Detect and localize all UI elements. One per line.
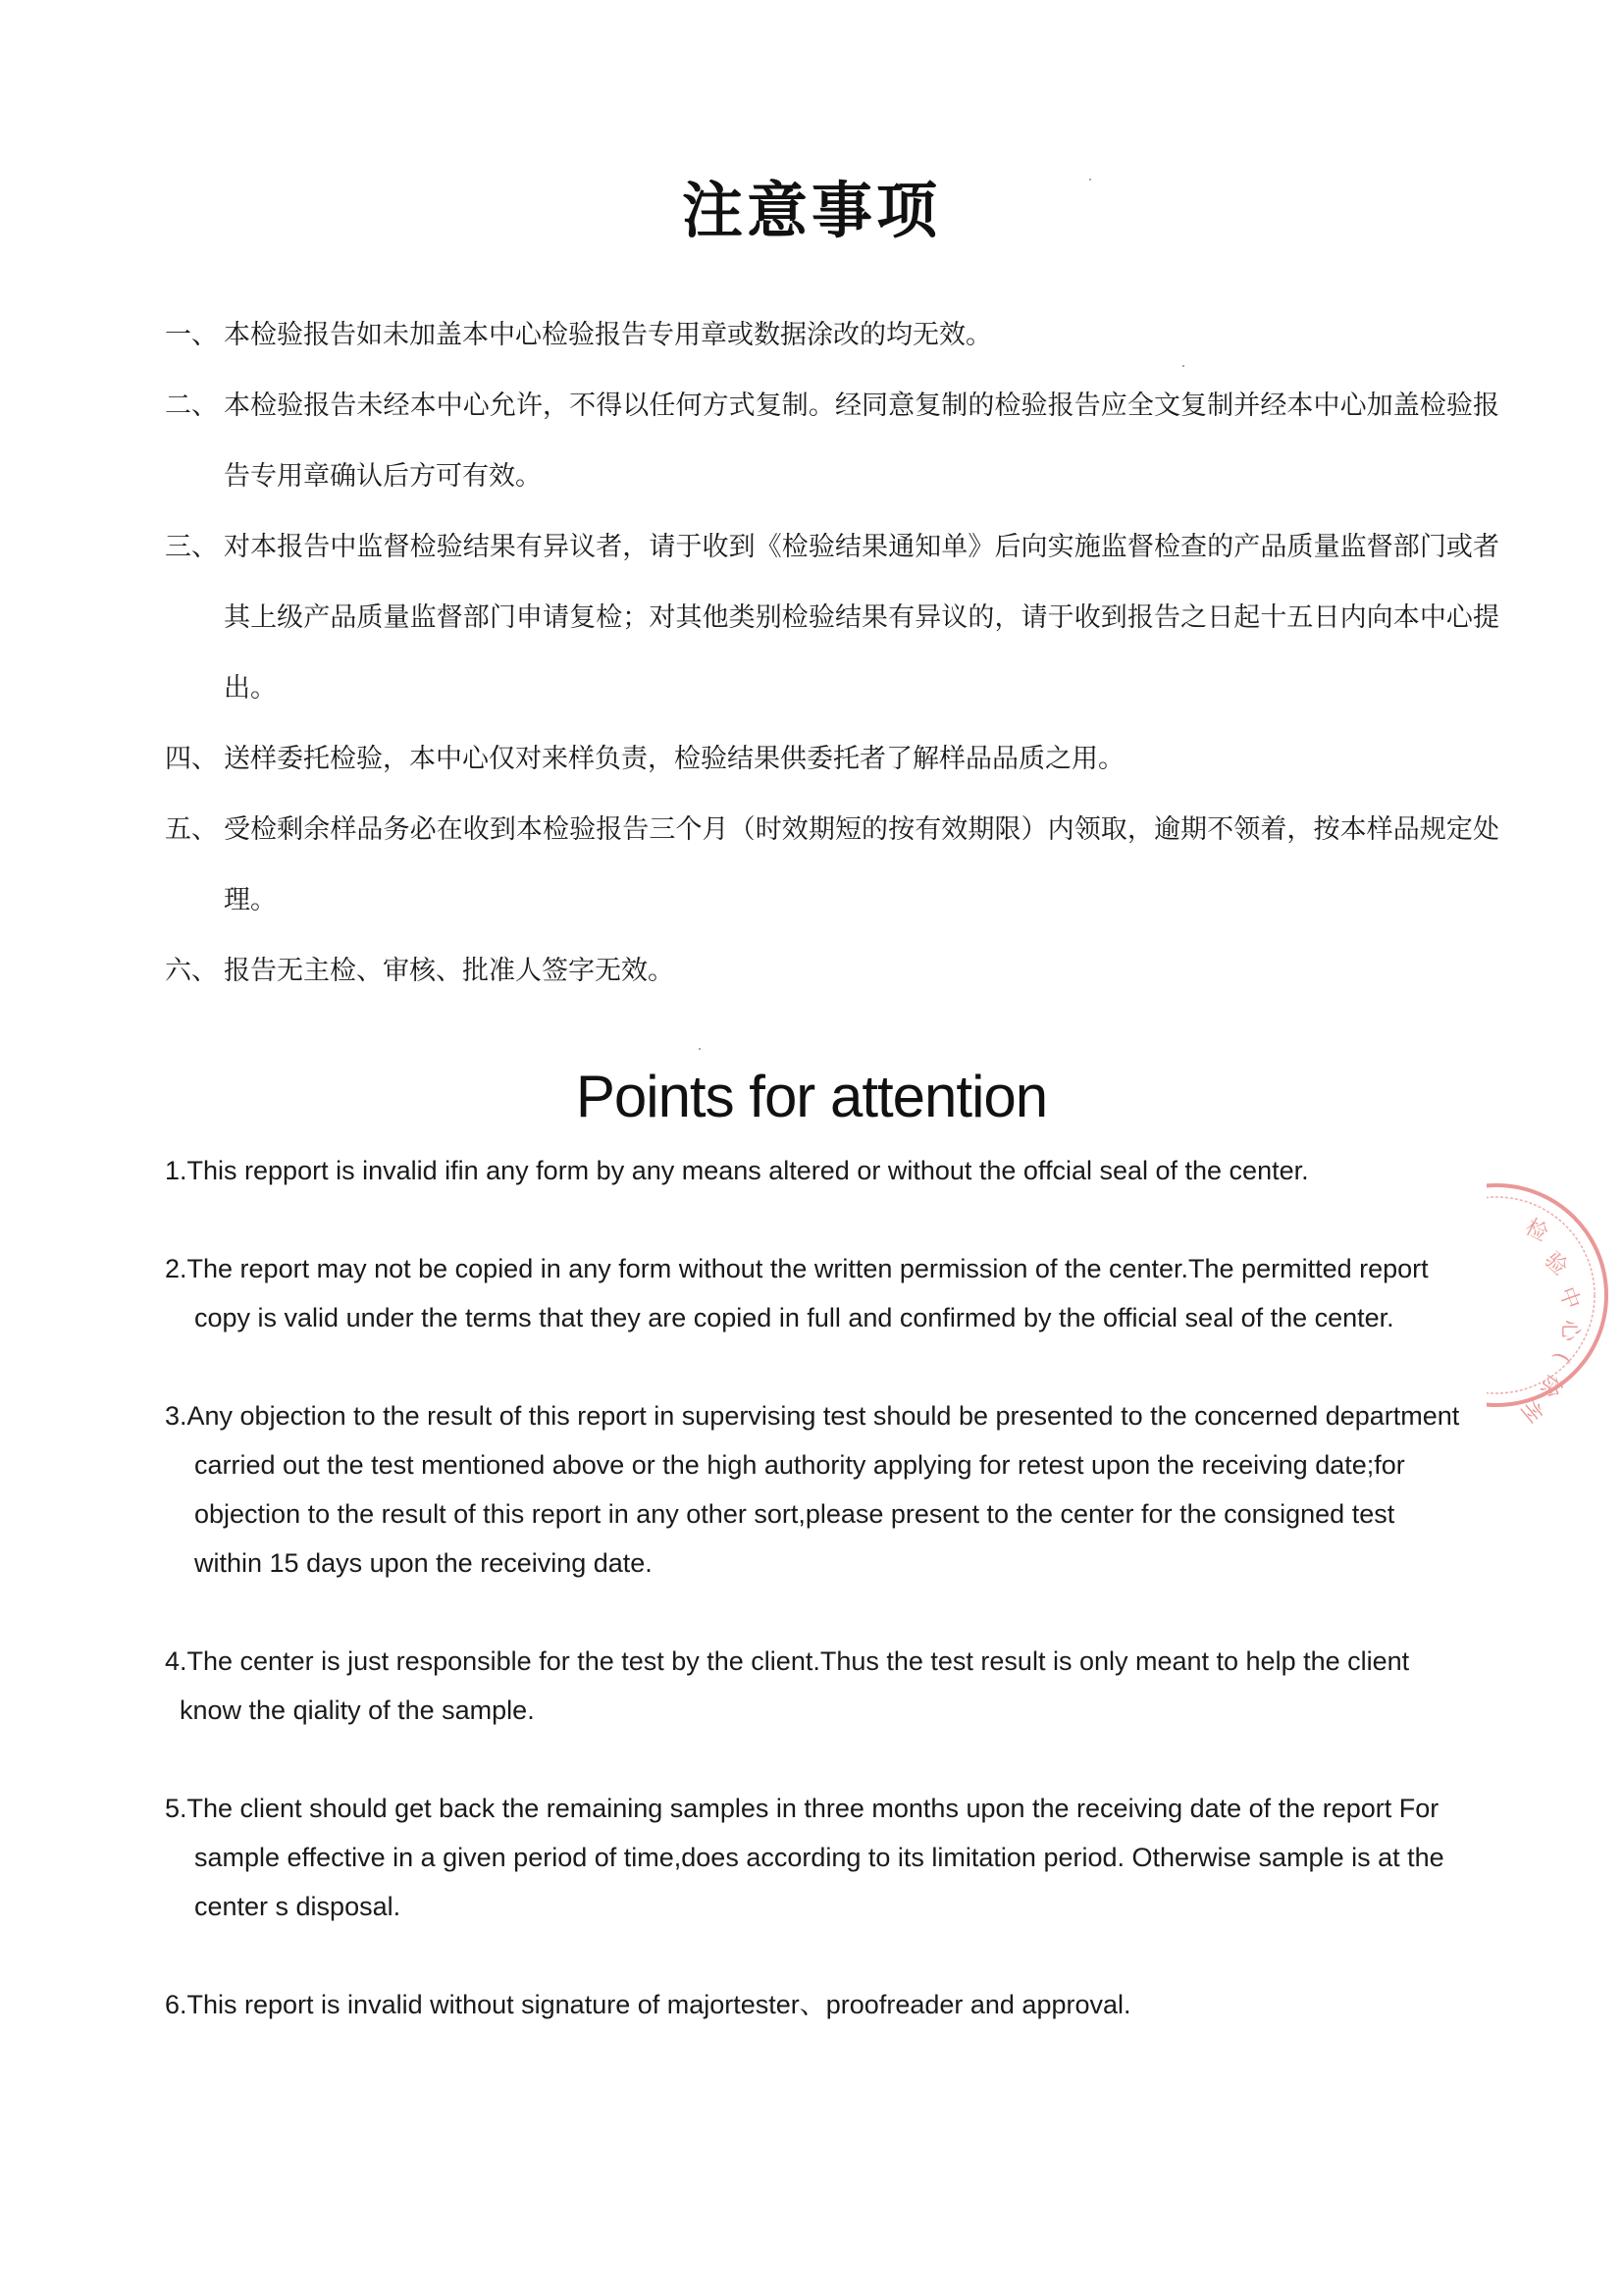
svg-text:中: 中 xyxy=(1553,1283,1585,1313)
english-notice-item: 2.The report may not be copied in any form without the written permission of the center.The permitted report copy is valid under the terms that they are copied in full and confirmed by the official seal of the center. xyxy=(165,1254,1429,1332)
chinese-notice-item: 一、 本检验报告如未加盖本中心检验报告专用章或数据涂改的均无效。 xyxy=(165,320,992,350)
english-notice-item: 4.The center is just responsible for the test by the client.Thus the test result is only meant to help the client know the qiality of the sample. xyxy=(165,1646,1410,1725)
scan-speck xyxy=(1089,179,1091,181)
scan-speck xyxy=(1182,365,1184,367)
chinese-notice-item: 三、 对本报告中监督检验结果有异议者，请于收到《检验结果通知单》后向实施监督检查的产品质量监督部门或者其上级产品质量监督部门申请复检；对其他类别检验结果有异议的，请于收到报告之日起十五日内向本中心提出。 xyxy=(165,532,1499,704)
english-title: Points for attention xyxy=(575,1064,1048,1129)
svg-text:心: 心 xyxy=(1557,1320,1582,1342)
svg-text:州: 州 xyxy=(1515,1393,1548,1427)
english-notice-item: 6.This report is invalid without signature of majortester、proofreader and approval. xyxy=(165,1990,1131,2019)
chinese-notice-item: 四、 送样委托检验，本中心仅对来样负责，检验结果供委托者了解样品品质之用。 xyxy=(165,744,1125,774)
english-notice-item: 5.The client should get back the remaining samples in three months upon the receiving date of the report For sample effective in a given period of time,does according to its limitation period. Otherwise sample is at the center s disposal. xyxy=(165,1794,1444,1921)
chinese-notice-item: 二、 本检验报告未经本中心允许，不得以任何方式复制。经同意复制的检验报告应全文复制并经本中心加盖检验报告专用章确认后方可有效。 xyxy=(165,391,1499,492)
english-notice-item: 1.This repport is invalid ifin any form by any means altered or without the offcial seal of the center. xyxy=(165,1156,1309,1185)
chinese-notice-item: 六、 报告无主检、审核、批准人签字无效。 xyxy=(165,956,674,986)
svg-text:(: ( xyxy=(1548,1348,1575,1367)
scan-speck xyxy=(699,1048,701,1050)
official-seal-stamp xyxy=(1487,1163,1623,1428)
svg-text:检: 检 xyxy=(1521,1215,1552,1247)
english-notice-list xyxy=(165,1146,1460,2078)
english-notice-item: 3.Any objection to the result of this report in supervising test should be presented to the concerned department carried out the test mentioned above or the high authority applying for retest upon the receiving date;for objection to the result of this report in any other sort,please present to the center for the consigned test within 15 days upon the receiving date. xyxy=(165,1401,1460,1578)
svg-text:验: 验 xyxy=(1539,1247,1573,1280)
chinese-notice-item: 五、 受检剩余样品务必在收到本检验报告三个月（时效期短的按有效期限）内领取，逾期不领着，按本样品规定处理。 xyxy=(165,814,1499,915)
chinese-title: 注意事项 xyxy=(681,175,941,246)
seal-icon xyxy=(1487,1163,1623,1428)
chinese-notice-list xyxy=(165,300,1499,1007)
svg-text:徐: 徐 xyxy=(1534,1369,1567,1401)
